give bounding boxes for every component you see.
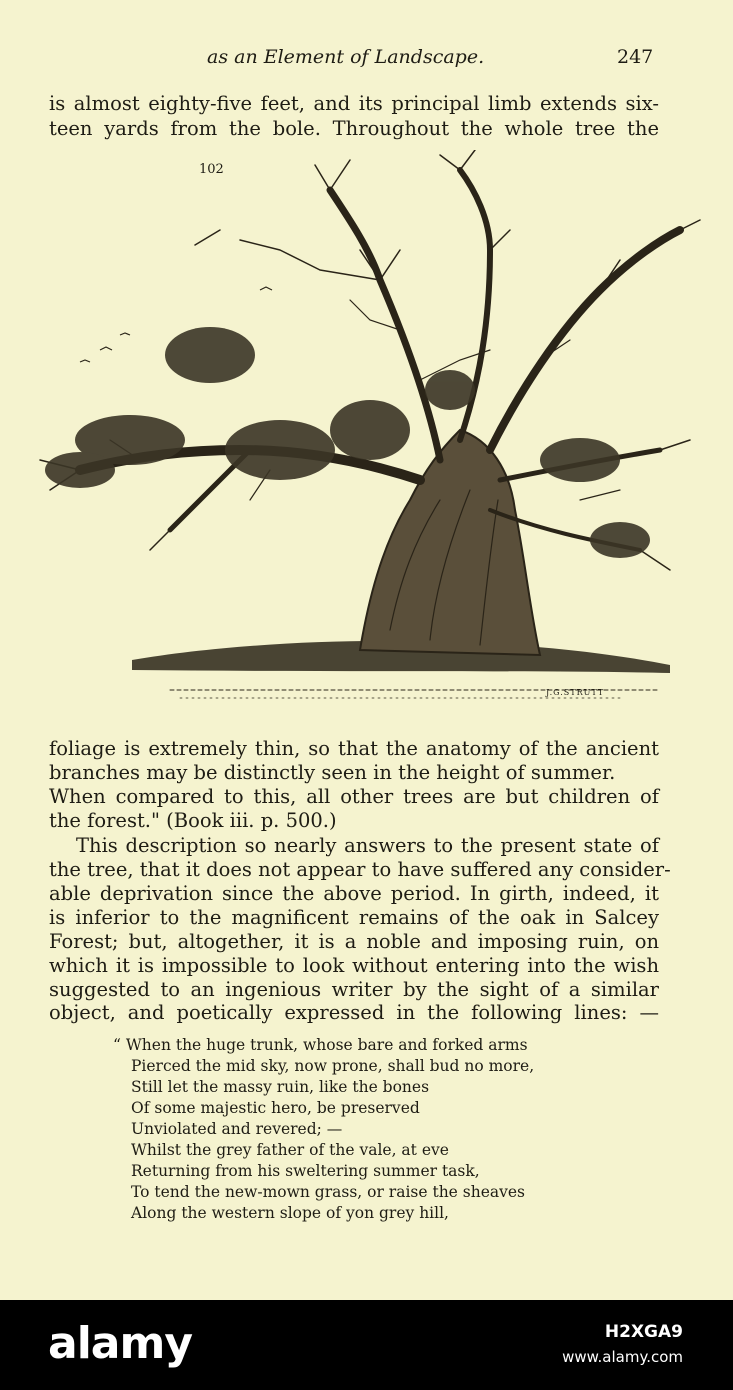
body-line: is inferior to the magnificent remains of the oak in Salcey (49, 906, 659, 929)
body-line: This description so nearly answers to the present state of (76, 834, 659, 857)
verse-line: Of some majestic hero, be preserved (131, 1099, 420, 1117)
body-line: suggested to an ingenious writer by the sight of a similar (49, 978, 659, 1001)
body-line: is almost eighty-five feet, and its principal limb extends six- (49, 92, 659, 115)
engraver-credit: J.G.STRUTT (546, 688, 605, 697)
verse-line: Pierced the mid sky, now prone, shall bud no more, (131, 1057, 535, 1075)
oak-tree-engraving (20, 150, 710, 720)
body-line: foliage is extremely thin, so that the anatomy of the ancient (49, 737, 659, 760)
page-header (0, 46, 733, 74)
body-line: the tree, that it does not appear to have suffered any consider- (49, 858, 671, 881)
verse-line: Whilst the grey father of the vale, at eve (131, 1141, 449, 1159)
verse-line: Unviolated and revered; — (131, 1120, 343, 1138)
body-line: Forest; but, altogether, it is a noble and imposing ruin, on (49, 930, 659, 953)
verse-line: “ When the huge trunk, whose bare and forked arms (113, 1036, 528, 1054)
verse-line: Returning from his sweltering summer task, (131, 1162, 480, 1180)
verse-line: Along the western slope of yon grey hill, (131, 1204, 449, 1222)
watermark-url: www.alamy.com (562, 1348, 683, 1366)
page-number: 247 (617, 46, 654, 68)
verse-line: To tend the new-mown grass, or raise the sheaves (131, 1183, 526, 1201)
alamy-logo: alamy (48, 1318, 192, 1369)
image-code: H2XGA9 (604, 1322, 683, 1342)
body-line: teen yards from the bole. Throughout the whole tree the (49, 117, 659, 140)
running-title: as an Element of Landscape. (207, 46, 485, 68)
verse-line: Still let the massy ruin, like the bones (131, 1078, 430, 1096)
body-line: When compared to this, all other trees are but children of (49, 785, 659, 808)
body-line: branches may be distinctly seen in the height of summer. (49, 761, 616, 784)
body-line: which it is impossible to look without entering into the wish (49, 954, 659, 977)
body-line: able deprivation since the above period. In girth, indeed, it (49, 882, 659, 905)
figure-number: 102 (199, 162, 224, 177)
body-line: object, and poetically expressed in the following lines: — (49, 1001, 659, 1024)
body-line: the forest." (Book iii. p. 500.) (49, 809, 337, 832)
